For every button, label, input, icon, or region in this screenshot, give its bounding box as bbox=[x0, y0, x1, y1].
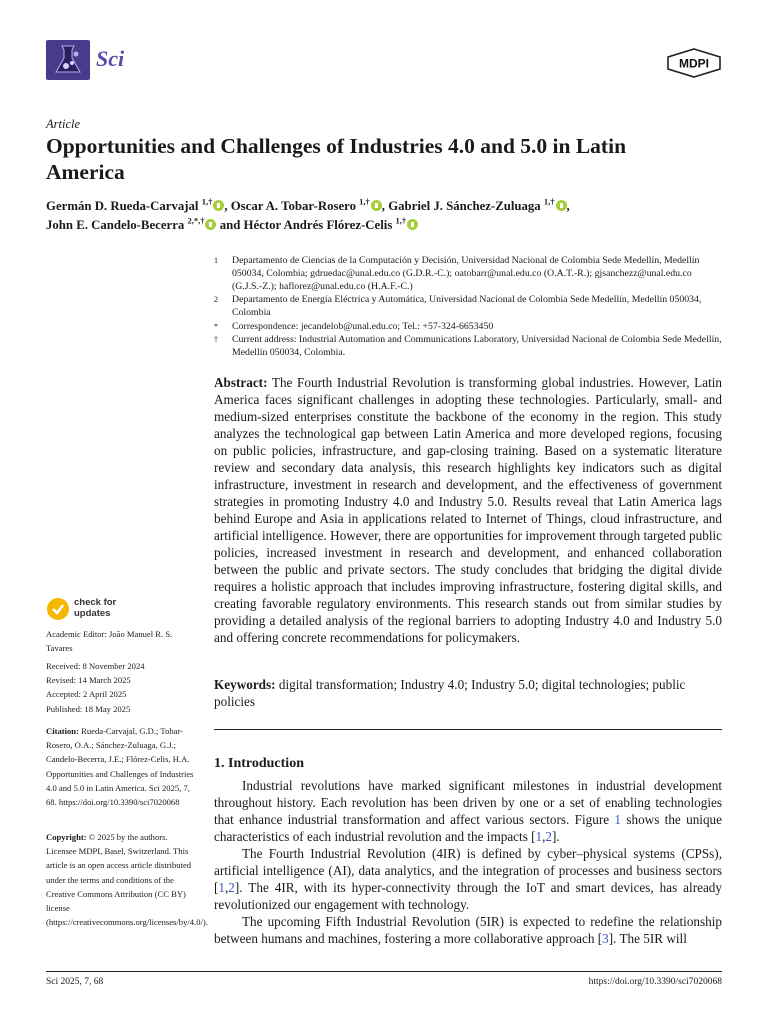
introduction-body bbox=[214, 777, 722, 947]
affiliation-text: Departamento de Energía Eléctrica y Automática, Universidad Nacional de Colombia Sede Medellín, Medellín 050034, Colombia bbox=[232, 294, 702, 319]
accepted-date: Accepted: 2 April 2025 bbox=[46, 689, 127, 700]
author-name[interactable]: Gabriel J. Sánchez-Zuluaga bbox=[388, 199, 541, 213]
keywords-text: digital transformation; Industry 4.0; Industry 5.0; digital technologies; public policies bbox=[214, 677, 686, 709]
journal-logo bbox=[46, 40, 90, 80]
abstract bbox=[214, 374, 722, 646]
affiliation-text: Correspondence: jecandelob@unal.edu.co; Tel.: +57-324-6653450 bbox=[232, 321, 494, 332]
check-for-updates-badge[interactable] bbox=[46, 597, 166, 621]
journal-name[interactable]: Sci bbox=[96, 46, 125, 71]
affiliation-1 bbox=[214, 254, 724, 294]
citation-link[interactable]: 1 bbox=[218, 880, 225, 895]
affiliation-mark: * bbox=[214, 322, 218, 331]
published-date: Published: 18 May 2025 bbox=[46, 703, 131, 714]
author-sup: 1,† bbox=[359, 196, 370, 207]
affiliation-text: Current address: Industrial Automation and Communications Laboratory, Universidad Nacional de Colombia Sede Medellín, Medellín 050034, Colombia. bbox=[232, 334, 722, 359]
abstract-label: Abstract: bbox=[214, 375, 268, 390]
citation-link[interactable]: 2 bbox=[228, 880, 235, 895]
author-name[interactable]: Germán D. Rueda-Carvajal bbox=[46, 199, 199, 213]
orcid-icon[interactable] bbox=[407, 219, 418, 230]
orcid-icon[interactable] bbox=[205, 219, 216, 230]
article-title: Opportunities and Challenges of Industries 4.0 and 5.0 in Latin America bbox=[46, 134, 627, 184]
academic-editor: Academic Editor: João Manuel R. S. Tavares bbox=[46, 629, 173, 654]
keywords bbox=[214, 676, 722, 710]
check-line-2: updates bbox=[74, 607, 111, 619]
affiliation-mark: 1 bbox=[214, 256, 218, 265]
publisher-name: MDPI bbox=[679, 56, 709, 71]
author-connector: and bbox=[219, 218, 241, 232]
footer-doi[interactable]: https://doi.org/10.3390/sci7020068 bbox=[588, 977, 722, 987]
author-name[interactable]: John E. Candelo-Becerra bbox=[46, 218, 185, 232]
revised-date: Revised: 14 March 2025 bbox=[46, 675, 131, 686]
dates bbox=[46, 659, 200, 716]
affiliation-mark: † bbox=[214, 335, 218, 344]
flask-icon bbox=[46, 40, 90, 80]
author-sup: 2,*,† bbox=[187, 215, 205, 226]
affiliation-mark: 2 bbox=[214, 295, 218, 304]
author-sup: 1,† bbox=[201, 196, 213, 207]
orcid-icon[interactable] bbox=[556, 200, 567, 211]
citation-label: Citation: bbox=[46, 726, 79, 736]
article-type: Article bbox=[46, 117, 81, 131]
correspondence bbox=[214, 320, 724, 333]
author-sup: 1,† bbox=[543, 196, 555, 207]
copyright-text: © 2025 by the authors. Licensee MDPI, Basel, Switzerland. This article is an open access article distributed under the terms and conditions of the Creative Commons Attribution (CC BY) license (https://creativecommons.org/licenses/by/4.0/). bbox=[46, 832, 208, 928]
orcid-icon[interactable] bbox=[371, 200, 382, 211]
figure-link[interactable]: 1 bbox=[614, 812, 622, 827]
received-date: Received: 8 November 2024 bbox=[46, 661, 145, 671]
paragraph: Industrial revolutions have marked significant milestones in industrial development throughout history. Each revolution has been driven by one or a set of enabling technologies that enhance industrial transformation and affect various sectors. Figure 1 shows the unique characteristics of each industrial revolution and the impacts [1,2]. bbox=[214, 778, 722, 844]
citation-text: Rueda-Carvajal, G.D.; Tobar-Rosero, O.A.; Sánchez-Zuluaga, G.J.; Candelo-Becerra, J.E.; Flórez-Celis, H.A. Opportunities and Challenges of Industries 4.0 and 5.0 in Latin America. Sci 2025, 7, 68. https://doi.org/10.3390/sci7020068 bbox=[46, 726, 194, 808]
citation-link[interactable]: 2 bbox=[545, 829, 552, 844]
author-line-2 bbox=[46, 216, 726, 235]
mdpi-logo-icon bbox=[666, 48, 722, 78]
paragraph: The upcoming Fifth Industrial Revolution (5IR) is expected to redefine the relationship between humans and machines, fostering a more collaborative approach [3]. The 5IR will bbox=[214, 914, 722, 946]
keywords-label: Keywords: bbox=[214, 677, 276, 692]
abstract-text: The Fourth Industrial Revolution is transforming global industries. However, Latin America faces significant challenges in adopting these technologies. Particularly, small- and medium-sized enterprises constitute the backbone of the economy in the region. This study analyzes the technological gap between Latin America and more developed regions, focusing on public policies, infrastructure, and gap-closing training. Based on a systematic literature review and secondary data analysis, this research highlights key indicators such as digital infrastructure, investment in research and development, and the effectiveness of government strategies in promoting Industry 4.0 and Industry 5.0. Results reveal that Latin America lags behind Europe and Asia in applications related to Internet of Things, cloud infrastructure, and artificial intelligence. However, there are opportunities for improvement through targeted public policies, increased investment in research and development, and enhanced collaboration between the public and private sectors. The study concludes that bridging the digital divide requires a holistic approach that includes improving infrastructure, fostering digital skills, and creating favorable regulatory environments. This research stands out from similar studies by providing a detailed analysis of the regional barriers to adopting Industry 4.0 and Industry 5.0 and offering concrete recommendations for policymakers. bbox=[214, 375, 722, 645]
copyright-label: Copyright: bbox=[46, 832, 87, 842]
current-address bbox=[214, 333, 724, 359]
citation-link[interactable]: 1 bbox=[535, 829, 543, 844]
affiliation-2 bbox=[214, 293, 724, 319]
footer-divider bbox=[46, 971, 722, 972]
author-name[interactable]: Oscar A. Tobar-Rosero bbox=[230, 199, 356, 213]
citation-block bbox=[46, 724, 200, 809]
check-updates-icon bbox=[46, 597, 70, 621]
affiliation-text: Departamento de Ciencias de la Computación y Decisión, Universidad Nacional de Colombia Sede Medellín, Medellín 050034, Colombia; gdruedac@unal.edu.co (G.D.R.-C.); oatobarr@unal.edu.co (O.A.T.-R.); gjsanchezz@unal.edu.co (G.J.S.-Z.); haflorez@unal.edu.co (H.A.F.-C.) bbox=[232, 255, 700, 293]
citation-link[interactable]: 3 bbox=[602, 931, 609, 946]
divider bbox=[214, 729, 722, 730]
copyright-block bbox=[46, 830, 208, 929]
author-line-1: Germán D. Rueda-Carvajal $^{1,\dagger}$ , Oscar A. Tobar-Rosero $^{1,\dagger}$ , Gabriel J. Sánchez-Zuluaga $^{1,\dagger}$ , bbox=[46, 196, 570, 213]
mdpi-logo[interactable] bbox=[666, 48, 722, 78]
paragraph: The Fourth Industrial Revolution (4IR) is defined by cyber–physical systems (CPSs), artificial intelligence (AI), data analytics, and the integration of processes and business sectors [1,2]. The 4IR, with its hyper-connectivity through the IoT and smart devices, has already revolutionized our engagement with technology. bbox=[214, 846, 722, 912]
orcid-icon[interactable] bbox=[213, 200, 224, 211]
footer-journal-ref: Sci 2025, 7, 68 bbox=[46, 977, 104, 987]
section-heading: 1. Introduction bbox=[214, 756, 304, 771]
check-line-1: check for bbox=[74, 597, 117, 608]
author-name[interactable]: Héctor Andrés Flórez-Celis bbox=[243, 218, 393, 232]
author-sup: 1,† bbox=[395, 215, 407, 226]
